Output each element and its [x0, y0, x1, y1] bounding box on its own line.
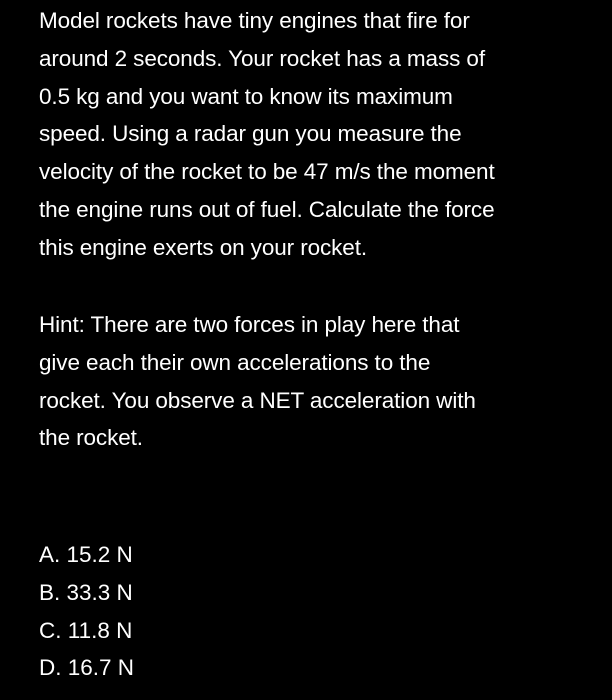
- question-line: 0.5 kg and you want to know its maximum: [39, 83, 453, 109]
- question-line: velocity of the rocket to be 47 m/s the moment: [39, 159, 495, 185]
- answer-option-a: A. 15.2 N: [39, 542, 133, 567]
- answer-option-d: D. 16.7 N: [39, 655, 135, 681]
- answer-options: [39, 536, 134, 687]
- answer-option-b: B. 33.3 N: [39, 579, 133, 605]
- hint-text: [39, 306, 476, 457]
- question-text: [39, 2, 495, 267]
- question-line: around 2 seconds. Your rocket has a mass of: [39, 45, 485, 71]
- question-line: speed. Using a radar gun you measure the: [39, 121, 462, 147]
- answer-option-c: C. 11.8 N: [39, 617, 133, 643]
- hint-line: Hint: There are two forces in play here that: [39, 312, 460, 337]
- hint-line: rocket. You observe a NET acceleration with: [39, 387, 476, 413]
- question-line: this engine exerts on your rocket.: [39, 234, 368, 260]
- question-line: Model rockets have tiny engines that fire for: [39, 8, 470, 33]
- question-line: the engine runs out of fuel. Calculate the force: [39, 196, 495, 222]
- hint-line: give each their own accelerations to the: [39, 349, 431, 375]
- hint-line: the rocket.: [39, 425, 143, 451]
